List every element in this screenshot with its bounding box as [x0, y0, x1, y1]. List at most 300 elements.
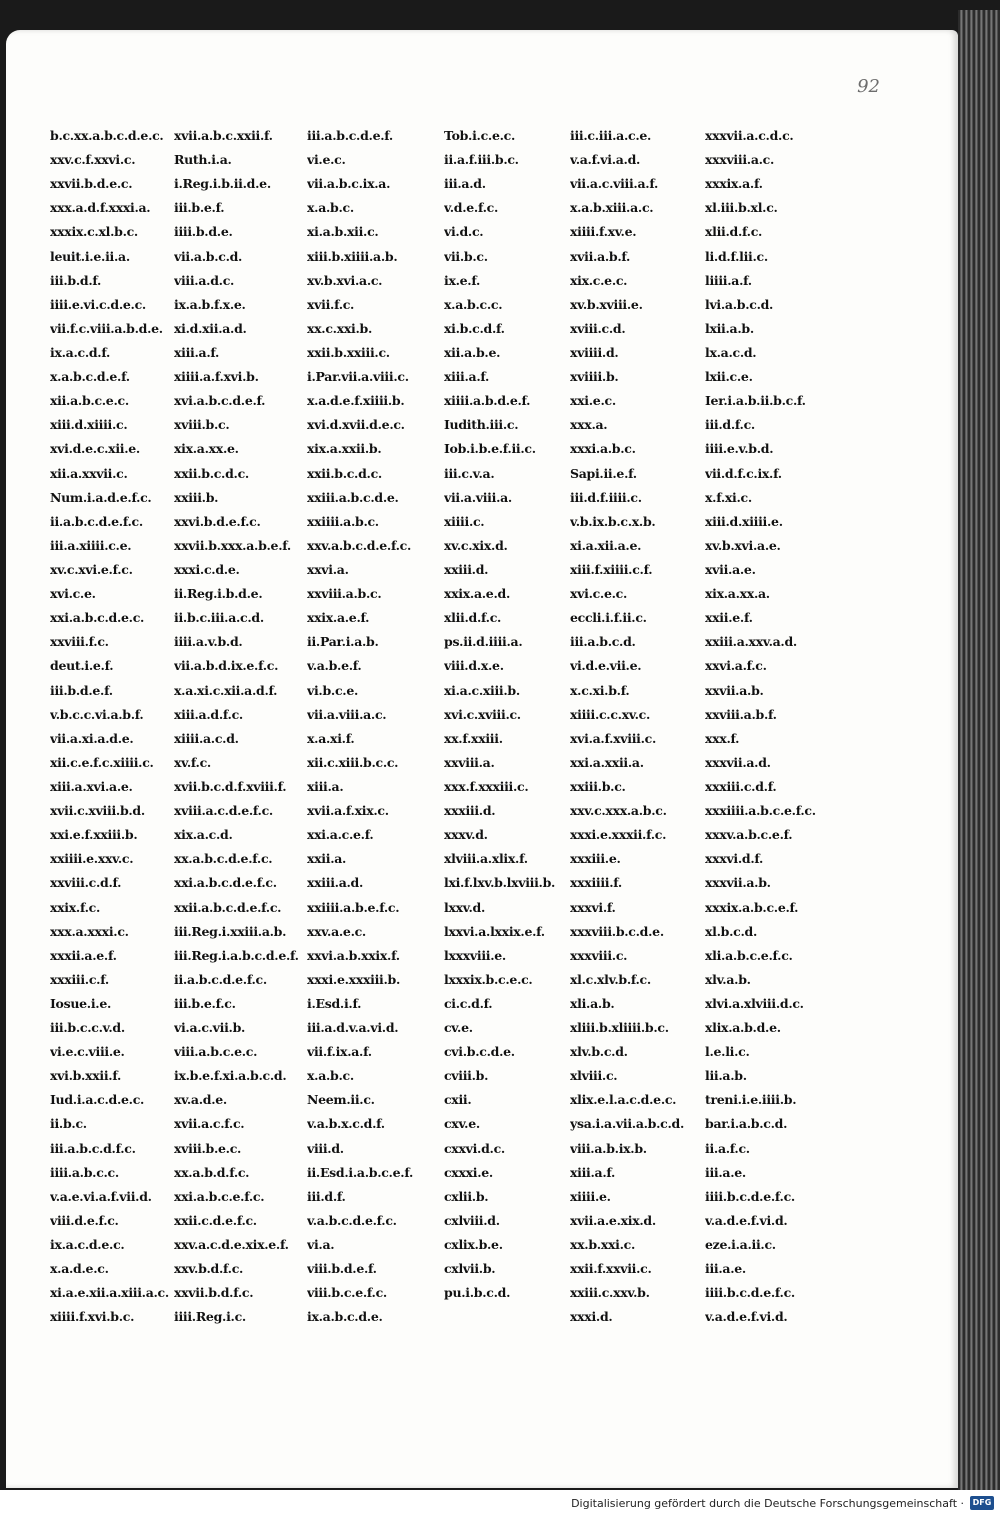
footer-bar — [0, 1490, 1000, 1516]
index-entry: xxxi.a.b.c. — [570, 441, 636, 457]
index-entry: xii.a.b.c.e.c. — [50, 393, 129, 409]
index-entry: xvi.c.e. — [50, 586, 96, 602]
index-entry: leuit.i.e.ii.a. — [50, 248, 130, 264]
index-entry: xviii.b.c. — [174, 417, 230, 433]
index-entry: lii.a.b. — [705, 1068, 747, 1084]
index-entry: xl.b.c.d. — [705, 923, 757, 939]
index-entry: Neem.ii.c. — [307, 1092, 375, 1108]
index-entry: xiii.a. — [307, 778, 344, 794]
index-entry: iii.b.e.f. — [174, 200, 225, 216]
index-entry: xv.c.xvi.e.f.c. — [50, 561, 133, 577]
index-entry: xxii.b.c.d.c. — [174, 465, 249, 481]
index-entry: xxxiiii.a.b.c.e.f.c. — [705, 803, 816, 819]
index-entry: xxv.a.e.c. — [307, 923, 366, 939]
index-entry: xviii.c.d. — [570, 320, 626, 336]
index-entry: xxiiii.a.b.e.f.c. — [307, 899, 400, 915]
index-entry: xxi.a.b.c.e.f.c. — [174, 1188, 265, 1204]
index-column — [174, 124, 307, 1329]
index-entry: xxxiiii.f. — [570, 875, 622, 891]
index-entry: iii.a.e. — [705, 1164, 746, 1180]
index-entry: ps.ii.d.iiii.a. — [444, 634, 523, 650]
index-entry: iii.d.f.iiii.c. — [570, 489, 642, 505]
index-entry: xxx.a.xxxi.c. — [50, 923, 129, 939]
index-entry: ii.Par.i.a.b. — [307, 634, 379, 650]
index-entry: xiii.b.xiiii.a.b. — [307, 248, 398, 264]
index-entry: lxii.a.b. — [705, 320, 754, 336]
index-entry: xvi.b.xxii.f. — [50, 1068, 122, 1084]
folio-number: 92 — [857, 76, 880, 97]
index-entry: xx.a.b.c.d.e.f.c. — [174, 851, 273, 867]
index-entry: v.a.d.e.f.vi.d. — [705, 1309, 788, 1325]
index-entry: cviii.b. — [444, 1068, 489, 1084]
index-entry: v.a.b.e.f. — [307, 658, 362, 674]
index-entry: vii.a.c.viii.a.f. — [570, 176, 659, 192]
index-entry: xxxviii.a.c. — [705, 152, 775, 168]
index-entry: lxii.c.e. — [705, 369, 753, 385]
index-entry: Iudith.iii.c. — [444, 417, 519, 433]
index-entry: xvii.a.b.c.xxii.f. — [174, 128, 273, 143]
index-entry: pu.i.b.c.d. — [444, 1285, 511, 1301]
index-entry: xxii.c.d.e.f.c. — [174, 1212, 257, 1228]
index-entry: xlv.b.c.d. — [570, 1044, 628, 1060]
index-entry: vii.a.b.d.ix.e.f.c. — [174, 658, 279, 674]
index-entry: xiiii.f.xvi.b.c. — [50, 1309, 135, 1325]
index-entry: xi.a.c.xiii.b. — [444, 682, 520, 698]
index-entry: xix.a.xxii.b. — [307, 441, 382, 457]
index-entry: ii.a.b.c.d.e.f.c. — [174, 971, 267, 987]
index-entry: cxlvii.b. — [444, 1261, 496, 1277]
index-entry: xxx.f.xxxiii.c. — [444, 778, 529, 794]
index-entry: treni.i.e.iiii.b. — [705, 1092, 797, 1108]
index-entry: iii.a.b.c.d. — [570, 634, 636, 650]
index-entry: cv.e. — [444, 1020, 473, 1036]
index-entry: xxv.c.f.xxvi.c. — [50, 152, 136, 168]
book-page-edges — [958, 10, 1000, 1490]
index-entry: xxxix.c.xl.b.c. — [50, 224, 138, 240]
index-entry: ix.b.e.f.xi.a.b.c.d. — [174, 1068, 287, 1084]
index-entry: ix.a.b.c.d.e. — [307, 1309, 383, 1325]
index-entry: vii.f.ix.a.f. — [307, 1044, 372, 1060]
index-entry: ii.a.f.c. — [705, 1140, 750, 1156]
index-entry: xxiii.a.d. — [307, 875, 364, 891]
index-entry: xi.d.xii.a.d. — [174, 320, 247, 336]
index-entry: xxix.a.e.f. — [307, 610, 370, 626]
index-entry: xlii.d.f.c. — [705, 224, 763, 240]
index-entry: xxiiii.a.b.c. — [307, 513, 379, 529]
manuscript-page — [6, 30, 958, 1488]
index-entry: xxiii.d. — [444, 561, 489, 577]
index-entry: lx.a.c.d. — [705, 344, 757, 360]
index-entry: vii.a.b.c.d. — [174, 248, 243, 264]
index-entry: lxi.f.lxv.b.lxviii.b. — [444, 875, 556, 891]
index-entry: iii.c.iii.a.c.e. — [570, 128, 652, 143]
index-entry: eze.i.a.ii.c. — [705, 1237, 776, 1253]
index-entry: xxviii.a.b.c. — [307, 586, 382, 602]
index-entry: cxxvi.d.c. — [444, 1140, 505, 1156]
index-entry: xii.a.b.e. — [444, 344, 501, 360]
index-entry: xli.a.b.c.e.f.c. — [705, 947, 793, 963]
index-entry: cxlix.b.e. — [444, 1237, 503, 1253]
index-entry: xxxviii.b.c.d.e. — [570, 923, 664, 939]
index-entry: xxxvii.a.b. — [705, 875, 771, 891]
index-entry: vi.d.c. — [444, 224, 484, 240]
index-entry: iiii.Reg.i.c. — [174, 1309, 246, 1325]
index-entry: v.a.d.e.f.vi.d. — [705, 1212, 788, 1228]
index-entry: vii.a.viii.a.c. — [307, 706, 387, 722]
index-entry: x.c.xi.b.f. — [570, 682, 630, 698]
index-entry: xlix.a.b.d.e. — [705, 1020, 781, 1036]
index-entry: xix.a.xx.a. — [705, 586, 770, 602]
index-entry: ii.b.c. — [50, 1116, 87, 1132]
index-entry: xxii.a.b.c.d.e.f.c. — [174, 899, 282, 915]
index-entry: l.e.li.c. — [705, 1044, 750, 1060]
index-entry: xlv.a.b. — [705, 971, 751, 987]
index-entry: xii.c.xiii.b.c.c. — [307, 754, 399, 770]
index-entry: xx.c.xxi.b. — [307, 320, 373, 336]
index-entry: xxii.b.c.d.c. — [307, 465, 382, 481]
index-entry: xvii.a.e.xix.d. — [570, 1212, 656, 1228]
index-entry: xxxii.a.e.f. — [50, 947, 117, 963]
index-entry: xvii.f.c. — [307, 296, 355, 312]
index-entry: xiii.a.f. — [570, 1164, 616, 1180]
index-entry: xlii.d.f.c. — [444, 610, 502, 626]
index-entry: lxxxix.b.c.e.c. — [444, 971, 533, 987]
index-entry: xiii.f.xiiii.c.f. — [570, 561, 653, 577]
index-entry: xl.c.xlv.b.f.c. — [570, 971, 651, 987]
index-entry: x.a.d.e.c. — [50, 1261, 109, 1277]
index-entry: viii.a.b.c.e.c. — [174, 1044, 258, 1060]
index-column — [307, 124, 444, 1329]
index-entry: Ruth.i.a. — [174, 152, 232, 168]
index-entry: i.Esd.i.f. — [307, 995, 362, 1011]
index-entry: xviii.b.e.c. — [174, 1140, 242, 1156]
index-entry: iii.d.f.c. — [705, 417, 755, 433]
index-entry: xvi.c.e.c. — [570, 586, 628, 602]
index-entry: Ier.i.a.b.ii.b.c.f. — [705, 393, 806, 409]
index-entry: lvi.a.b.c.d. — [705, 296, 774, 312]
index-entry: iii.a.d. — [444, 176, 486, 192]
index-entry: xxvii.b.d.f.c. — [174, 1285, 254, 1301]
index-entry: xli.a.b. — [570, 995, 615, 1011]
index-entry: xxxix.a.f. — [705, 176, 763, 192]
index-entry: vi.d.e.vii.e. — [570, 658, 642, 674]
index-entry: x.f.xi.c. — [705, 489, 752, 505]
index-entry: xv.a.d.e. — [174, 1092, 227, 1108]
index-entry: iii.d.f. — [307, 1188, 346, 1204]
index-entry: xvii.a.e. — [705, 561, 756, 577]
index-entry: xxx.f. — [705, 730, 740, 746]
index-entry: xxvi.a.f.c. — [705, 658, 767, 674]
index-entry: viii.d.x.e. — [444, 658, 504, 674]
index-entry: x.a.d.e.f.xiiii.b. — [307, 393, 405, 409]
index-entry: xi.b.c.d.f. — [444, 320, 505, 336]
index-entry: xxiii.b.c. — [570, 778, 626, 794]
index-entry: viii.b.c.e.f.c. — [307, 1285, 387, 1301]
index-entry: xliii.b.xliiii.b.c. — [570, 1020, 669, 1036]
index-entry: Sapi.ii.e.f. — [570, 465, 637, 481]
index-entry: vi.a. — [307, 1237, 335, 1253]
index-entry: iii.b.d.f. — [50, 272, 102, 288]
index-entry: ii.Esd.i.a.b.c.e.f. — [307, 1164, 414, 1180]
index-entry: xxx.a. — [570, 417, 608, 433]
index-entry: i.Par.vii.a.viii.c. — [307, 369, 409, 385]
index-entry: v.a.f.vi.a.d. — [570, 152, 641, 168]
index-entry: xxviii.f.c. — [50, 634, 109, 650]
index-entry: iii.a.b.c.d.f.c. — [50, 1140, 136, 1156]
index-entry: vii.a.xi.a.d.e. — [50, 730, 134, 746]
index-entry: xx.f.xxiii. — [444, 730, 503, 746]
index-entry: vi.b.c.e. — [307, 682, 359, 698]
index-entry: xii.c.e.f.c.xiiii.c. — [50, 754, 154, 770]
index-entry: iiii.e.v.b.d. — [705, 441, 774, 457]
index-entry: xxi.a.c.e.f. — [307, 827, 374, 843]
index-entry: v.d.e.f.c. — [444, 200, 499, 216]
index-entry: xxi.e.c. — [570, 393, 616, 409]
index-entry: lxxv.d. — [444, 899, 486, 915]
index-entry: xxii.a. — [307, 851, 347, 867]
index-entry: bar.i.a.b.c.d. — [705, 1116, 788, 1132]
index-entry: xvi.a.b.c.d.e.f. — [174, 393, 266, 409]
index-entry: xlviii.c. — [570, 1068, 618, 1084]
index-entry: xxii.b.xxiii.c. — [307, 344, 390, 360]
index-entry: vii.f.c.viii.a.b.d.e. — [50, 320, 163, 336]
index-entry: xv.c.xix.d. — [444, 537, 508, 553]
index-entry: xxvi.a. — [307, 561, 349, 577]
index-entry: cxlviii.d. — [444, 1212, 500, 1228]
index-entry: viii.d.e.f.c. — [50, 1212, 119, 1228]
index-entry: xxxv.d. — [444, 827, 488, 843]
index-entry: iiii.a.v.b.d. — [174, 634, 243, 650]
index-entry: Iud.i.a.c.d.e.c. — [50, 1092, 145, 1108]
index-entry: xx.b.xxi.c. — [570, 1237, 636, 1253]
index-column — [705, 124, 860, 1329]
index-entry: xxiii.a.b.c.d.e. — [307, 489, 399, 505]
index-entry: xiii.d.xiiii.e. — [705, 513, 783, 529]
index-entry: xix.a.c.d. — [174, 827, 233, 843]
index-entry: ix.e.f. — [444, 272, 481, 288]
index-entry: v.a.b.c.d.e.f.c. — [307, 1212, 397, 1228]
index-entry: xxxvii.a.d. — [705, 754, 771, 770]
index-entry: x.a.b.c. — [307, 1068, 354, 1084]
index-entry: xxxiii.e. — [570, 851, 621, 867]
index-entry: xvi.c.xviii.c. — [444, 706, 521, 722]
index-entry: cxlii.b. — [444, 1188, 489, 1204]
index-entry: cxii. — [444, 1092, 472, 1108]
index-entry: x.a.b.c.d.e.f. — [50, 369, 130, 385]
index-entry: xvii.a.f.xix.c. — [307, 803, 389, 819]
index-entry: xxiii.b. — [174, 489, 219, 505]
index-entry: viii.a.d.c. — [174, 272, 235, 288]
index-entry: ix.a.c.d.e.c. — [50, 1237, 125, 1253]
index-entry: xiiii.c.c.xv.c. — [570, 706, 650, 722]
index-entry: xvii.a.c.f.c. — [174, 1116, 245, 1132]
index-entry: xxvii.a.b. — [705, 682, 764, 698]
index-entry: xxv.a.c.d.e.xix.e.f. — [174, 1237, 289, 1253]
index-entry: xlvi.a.xlviii.d.c. — [705, 995, 804, 1011]
index-entry: ci.c.d.f. — [444, 995, 493, 1011]
index-entry: xxxviii.c. — [570, 947, 628, 963]
index-entry: xvii.b.c.d.f.xviii.f. — [174, 778, 287, 794]
index-entry: iiii.e.vi.c.d.e.c. — [50, 296, 146, 312]
index-entry: ii.b.c.iii.a.c.d. — [174, 610, 264, 626]
index-entry: xxvii.b.d.e.c. — [50, 176, 133, 192]
index-entry: xxiii.a.xxv.a.d. — [705, 634, 797, 650]
index-entry: vii.a.b.c.ix.a. — [307, 176, 391, 192]
index-entry: xiii.a.d.f.c. — [174, 706, 243, 722]
index-column — [444, 124, 570, 1329]
index-entry: Iob.i.b.e.f.ii.c. — [444, 441, 536, 457]
index-entry: ii.a.f.iii.b.c. — [444, 152, 519, 168]
index-entry: lxxvi.a.lxxix.e.f. — [444, 923, 545, 939]
index-entry: xiiii.a.f.xvi.b. — [174, 369, 259, 385]
index-entry: iii.Reg.i.xxiii.a.b. — [174, 923, 287, 939]
index-entry: iiii.b.c.d.e.f.c. — [705, 1285, 795, 1301]
index-entry: xl.iii.b.xl.c. — [705, 200, 778, 216]
index-entry: iii.b.c.c.v.d. — [50, 1020, 125, 1036]
index-entry: viii.a.b.ix.b. — [570, 1140, 647, 1156]
index-entry: xv.b.xvi.a.c. — [307, 272, 383, 288]
index-entry: viii.d. — [307, 1140, 344, 1156]
index-entry: iii.c.v.a. — [444, 465, 495, 481]
index-entry: xxxi.d. — [570, 1309, 613, 1325]
index-entry: iii.Reg.i.a.b.c.d.e.f. — [174, 947, 299, 963]
index-entry: xxxv.a.b.c.e.f. — [705, 827, 793, 843]
index-entry: v.a.e.vi.a.f.vii.d. — [50, 1188, 152, 1204]
index-entry: iii.b.d.e.f. — [50, 682, 113, 698]
index-entry: xxxvi.f. — [570, 899, 616, 915]
index-entry: lxxxviii.e. — [444, 947, 506, 963]
index-entry: vii.d.f.c.ix.f. — [705, 465, 782, 481]
index-entry: xxxiii.c.d.f. — [705, 778, 777, 794]
index-entry: xlviii.a.xlix.f. — [444, 851, 528, 867]
dfg-logo-icon: DFG — [970, 1496, 994, 1510]
index-entry: x.a.xi.c.xii.a.d.f. — [174, 682, 278, 698]
index-entry: xi.a.xii.a.e. — [570, 537, 642, 553]
index-entry: iii.a.e. — [705, 1261, 746, 1277]
index-column — [50, 124, 174, 1329]
index-entry: xvii.a.b.f. — [570, 248, 631, 264]
index-entry: xxv.b.d.f.c. — [174, 1261, 244, 1277]
index-entry: xvi.d.xvii.d.e.c. — [307, 417, 405, 433]
index-entry: xxvi.b.d.e.f.c. — [174, 513, 261, 529]
index-entry: iii.a.xiiii.c.e. — [50, 537, 132, 553]
index-entry: viii.b.d.e.f. — [307, 1261, 377, 1277]
index-entry: iii.a.d.v.a.vi.d. — [307, 1020, 399, 1036]
index-entry: x.a.b.xiii.a.c. — [570, 200, 654, 216]
index-table — [50, 124, 860, 1329]
index-entry: xiiii.c. — [444, 513, 485, 529]
index-entry: xxv.c.xxx.a.b.c. — [570, 803, 667, 819]
index-entry: xxii.f.xxvii.c. — [570, 1261, 652, 1277]
index-entry: xxviii.a.b.f. — [705, 706, 777, 722]
index-entry: i.Reg.i.b.ii.d.e. — [174, 176, 271, 192]
index-entry: xxix.f.c. — [50, 899, 101, 915]
index-entry: v.b.c.c.vi.a.b.f. — [50, 706, 144, 722]
index-entry: xiiii.f.xv.e. — [570, 224, 637, 240]
index-entry: xiii.a.xvi.a.e. — [50, 778, 133, 794]
index-entry: xvi.a.f.xviii.c. — [570, 730, 657, 746]
index-entry: xxvii.b.xxx.a.b.e.f. — [174, 537, 291, 553]
index-entry: xviiii.d. — [570, 344, 619, 360]
index-entry: Tob.i.c.e.c. — [444, 128, 516, 143]
index-entry: xix.a.xx.e. — [174, 441, 239, 457]
index-entry: xx.a.b.d.f.c. — [174, 1164, 250, 1180]
index-entry: xviiii.b. — [570, 369, 619, 385]
index-entry: v.a.b.x.c.d.f. — [307, 1116, 385, 1132]
index-entry: xviii.a.c.d.e.f.c. — [174, 803, 273, 819]
index-entry: xxviii.a. — [444, 754, 495, 770]
index-entry: iiii.a.b.c.c. — [50, 1164, 119, 1180]
index-entry: vi.e.c. — [307, 152, 346, 168]
index-entry: iii.b.e.f.c. — [174, 995, 236, 1011]
index-entry: xlix.e.l.a.c.d.e.c. — [570, 1092, 677, 1108]
index-entry: cxv.e. — [444, 1116, 480, 1132]
index-entry: v.b.ix.b.c.x.b. — [570, 513, 656, 529]
index-entry: xiiii.a.b.d.e.f. — [444, 393, 531, 409]
index-entry: xxxvi.d.f. — [705, 851, 764, 867]
index-entry: xxix.a.e.d. — [444, 586, 511, 602]
index-entry: ii.Reg.i.b.d.e. — [174, 586, 263, 602]
index-entry: vi.a.c.vii.b. — [174, 1020, 246, 1036]
index-column — [570, 124, 705, 1329]
index-entry: xxiii.c.xxv.b. — [570, 1285, 650, 1301]
index-entry: b.c.xx.a.b.c.d.e.c. — [50, 128, 164, 143]
index-entry: xvii.c.xviii.b.d. — [50, 803, 145, 819]
index-entry: xi.a.e.xii.a.xiii.a.c. — [50, 1285, 169, 1301]
index-entry: eccli.i.f.ii.c. — [570, 610, 647, 626]
index-entry: xxi.e.f.xxiii.b. — [50, 827, 138, 843]
index-entry: xxxiii.d. — [444, 803, 496, 819]
index-entry: xiii.a.f. — [444, 369, 490, 385]
index-entry: Num.i.a.d.e.f.c. — [50, 489, 152, 505]
index-entry: xxvi.a.b.xxix.f. — [307, 947, 400, 963]
index-entry: ix.a.c.d.f. — [50, 344, 111, 360]
index-entry: xix.c.e.c. — [570, 272, 628, 288]
index-entry: vii.b.c. — [444, 248, 488, 264]
index-entry: xxi.a.b.c.d.e.f.c. — [174, 875, 277, 891]
index-entry: li.d.f.lii.c. — [705, 248, 768, 264]
index-entry: xxii.e.f. — [705, 610, 753, 626]
index-entry: deut.i.e.f. — [50, 658, 114, 674]
index-entry: x.a.b.c. — [307, 200, 354, 216]
index-entry: vi.e.c.viii.e. — [50, 1044, 125, 1060]
index-entry: cxxxi.e. — [444, 1164, 493, 1180]
index-entry: xxxi.e.xxxiii.b. — [307, 971, 401, 987]
index-entry: Iosue.i.e. — [50, 995, 112, 1011]
index-entry: xxxvii.a.c.d.c. — [705, 128, 794, 143]
index-entry: xxi.a.xxii.a. — [570, 754, 644, 770]
index-entry: ix.a.b.f.x.e. — [174, 296, 246, 312]
index-entry: x.a.xi.f. — [307, 730, 355, 746]
index-entry: xxxix.a.b.c.e.f. — [705, 899, 799, 915]
index-entry: xv.b.xvi.a.e. — [705, 537, 781, 553]
index-entry: xxv.a.b.c.d.e.f.c. — [307, 537, 412, 553]
index-entry: cvi.b.c.d.e. — [444, 1044, 515, 1060]
index-entry: xxiiii.e.xxv.c. — [50, 851, 134, 867]
index-entry: xxviii.c.d.f. — [50, 875, 122, 891]
index-entry: xxxi.e.xxxii.f.c. — [570, 827, 667, 843]
index-entry: xiii.d.xiiii.c. — [50, 417, 128, 433]
index-entry: iii.a.b.c.d.e.f. — [307, 128, 393, 143]
index-entry: xiiii.e. — [570, 1188, 611, 1204]
index-entry: xv.f.c. — [174, 754, 211, 770]
index-entry: liiii.a.f. — [705, 272, 752, 288]
index-entry: xiiii.a.c.d. — [174, 730, 239, 746]
index-entry: xii.a.xxvii.c. — [50, 465, 128, 481]
index-entry: ysa.i.a.vii.a.b.c.d. — [570, 1116, 685, 1132]
index-entry: xxx.a.d.f.xxxi.a. — [50, 200, 151, 216]
index-entry: xiii.a.f. — [174, 344, 220, 360]
